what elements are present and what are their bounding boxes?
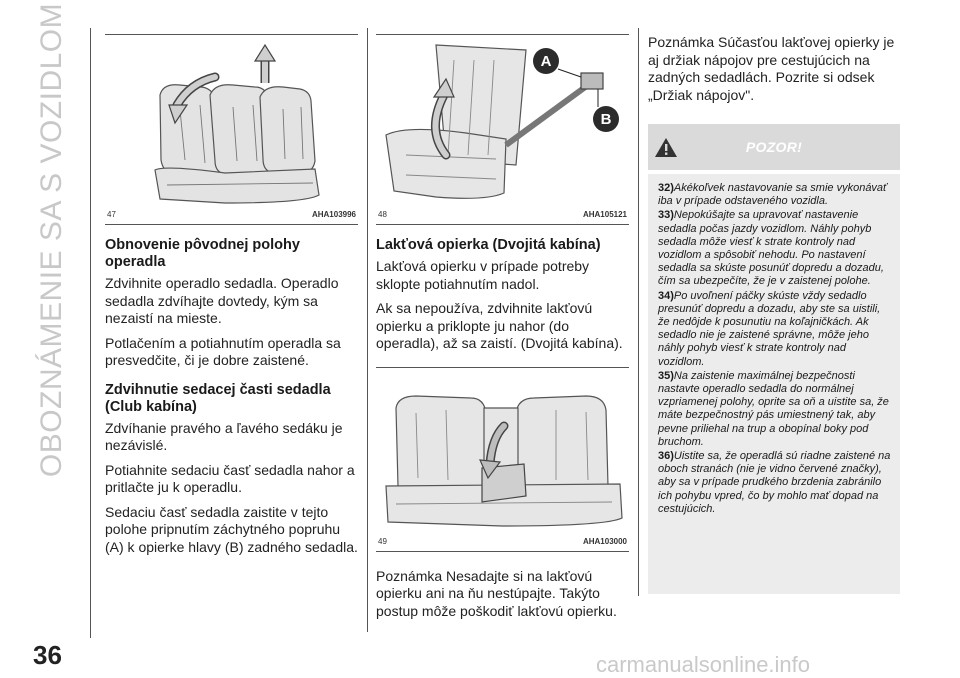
figure-49 <box>376 367 629 552</box>
warning-triangle-icon <box>654 136 678 158</box>
paragraph: Potiahnite sedaciu časť sedadla nahor a pritlačte ju k operadlu. <box>105 461 355 495</box>
figure-number: 48 <box>378 210 387 219</box>
warning-item: 36)Uistite sa, že operadlá sú riadne zaistené na oboch stranách (nie je vidno červené značky), aby sa v prípade prudkého brzdenia zabránilo ich pohybu vpred, čo by mohlo mať dopad na cestujúcich. <box>658 450 891 515</box>
column-1 <box>105 34 358 563</box>
margin-rule <box>90 28 91 638</box>
figure-number: 49 <box>378 536 387 546</box>
page-number: 36 <box>33 640 62 670</box>
paragraph: Ak sa nepoužíva, zdvihnite lakťovú opierku a priklopte ju nahor (do operadla), až sa zaistí. (Dvojitá kabína). <box>376 300 623 351</box>
section-heading-armrest: Lakťová opierka (Dvojitá kabína) <box>376 237 601 253</box>
column-3 <box>648 34 900 594</box>
paragraph: Zdvihnite operadlo sedadla. Operadlo sedadla zdvíhajte dovtedy, kým sa nezaistí na mieste. <box>105 275 339 326</box>
figure-code: AHA103000 <box>582 536 627 546</box>
section-heading-backrest: Obnovenie pôvodnej polohy operadla <box>105 237 300 270</box>
warning-label: POZOR! <box>745 139 803 155</box>
callout-a: A <box>540 53 552 70</box>
figure-code: AHA105121 <box>582 210 627 219</box>
warning-header <box>648 124 900 170</box>
paragraph: Zdvíhanie pravého a ľavého sedáku je nezávislé. <box>105 419 343 453</box>
warning-item: 33)Nepokúšajte sa upravovať nastavenie sedadla počas jazdy vozidlom. Náhly pohyb sedadla môže viesť k strate kontroly nad vozidlom a spôsobiť nehodu. Po nastavení sedadla sa skúste posunúť dopredu a dozadu, čím sa ubezpečíte, že je v zaistenej polohe. <box>658 209 884 288</box>
seat-strap-illustration <box>376 35 629 207</box>
warning-item: 32)Akékoľvek nastavovanie sa smie vykonávať iba v prípade odstaveného vozidla. <box>658 182 887 208</box>
warning-item: 35)Na zaistenie maximálnej bezpečnosti nastavte operadlo sedadla do normálnej vzpriamenej polohy, oprite sa oň a uistite sa, že máte bezpečnostný pás umiestnený tak, aby pevne priliehal na trup a obopínal boky pod bruchom. <box>658 369 889 448</box>
note-paragraph: Poznámka Súčasťou lakťovej opierky je aj držiak nápojov pre cestujúcich na zadných sedadlách. Pozrite si odsek „Držiak nápojov". <box>648 34 895 103</box>
column-rule-right <box>638 28 639 596</box>
figure-48 <box>376 34 629 225</box>
note-paragraph: Poznámka Nesadajte si na lakťovú opierku ani na ňu nestúpajte. Takýto postup môže poškodiť lakťovú opierku. <box>376 567 617 619</box>
callout-b: B <box>600 111 612 128</box>
armrest-illustration <box>376 368 629 534</box>
figure-caption <box>376 207 629 225</box>
figure-number: 47 <box>107 210 116 219</box>
paragraph: Sedaciu časť sedadla zaistite v tejto polohe pripnutím záchytného popruhu (A) k opierke hlavy (B) zadného sedadla. <box>105 503 358 555</box>
chapter-side-title: OBOZNÁMENIE SA S VOZIDLOM <box>35 2 68 478</box>
figure-caption <box>376 534 629 552</box>
rear-seat-backrest-illustration <box>105 35 358 207</box>
column-rule-left <box>367 28 368 632</box>
paragraph: Potlačením a potiahnutím operadla sa presvedčite, či je dobre zaistené. <box>105 334 341 368</box>
column-2 <box>376 34 629 627</box>
warning-body <box>648 174 900 594</box>
warning-item: 34)Po uvoľnení páčky skúste vždy sedadlo presunúť dopredu a dozadu, aby ste sa uistili, že nedôjde k posunutiu na koľajničkách. Ak sedadlo nie je zaistené správne, môže jeho náhly pohyb viesť k strate kontroly nad vozidlom. <box>658 289 881 368</box>
section-heading-seat-cushion: Zdvihnutie sedacej časti sedadla (Club kabína) <box>105 381 331 415</box>
watermark: carmanualsonline.info <box>596 652 811 677</box>
figure-47 <box>105 34 358 225</box>
paragraph: Lakťová opierku v prípade potreby sklopte potiahnutím nadol. <box>376 258 590 292</box>
figure-code: AHA103996 <box>311 210 356 219</box>
figure-caption <box>105 207 358 225</box>
